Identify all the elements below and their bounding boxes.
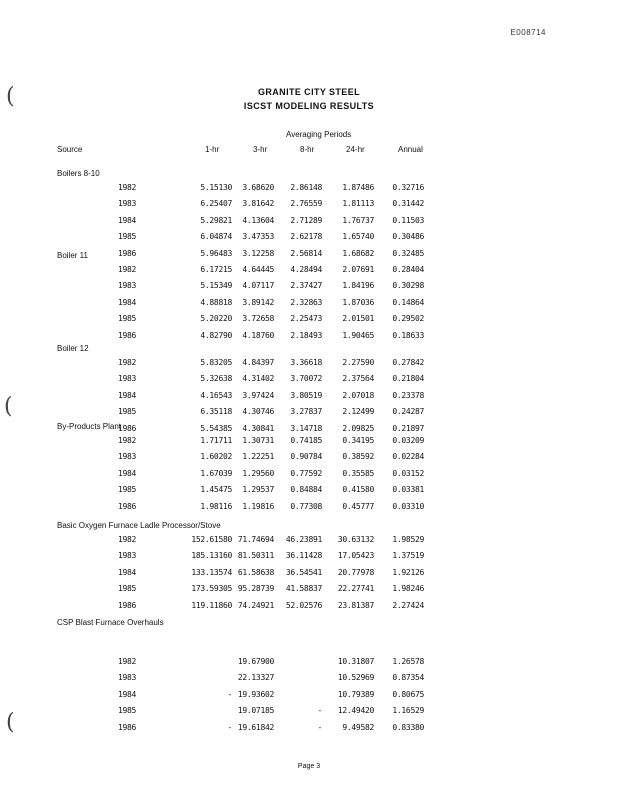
section-heading: CSP Blast Furnace Overhauls (57, 618, 164, 627)
value-cell: 0.03152 (392, 468, 424, 478)
year-cell: 1984 (118, 215, 137, 225)
value-cell: 5.29821 (200, 215, 232, 225)
value-cell: 74.24921 (237, 600, 274, 610)
year-cell: 1985 (118, 485, 137, 495)
value-cell: 0.38592 (342, 452, 374, 462)
column-header-8hr: 8-hr (300, 145, 315, 154)
value-cell: 4.84397 (242, 358, 274, 367)
year-cell: 1985 (118, 314, 137, 324)
value-cell: 0.30298 (392, 281, 424, 291)
value-cell: 3.14718 (290, 423, 322, 433)
value-cell: 0.45777 (342, 501, 374, 511)
value-cell: 1.60202 (200, 452, 232, 462)
year-cell: 1982 (118, 265, 137, 274)
value-cell: 10.79389 (337, 689, 374, 699)
value-cell: 2.27590 (342, 358, 374, 367)
value-cell: 133.13574 (191, 567, 232, 577)
value-cell: 61.58638 (237, 567, 274, 577)
value-cell: 2.32863 (290, 297, 322, 307)
value-cell: 0.24287 (392, 407, 424, 417)
value-cell: 19.93602 (237, 689, 274, 699)
value-cell: 0.90784 (290, 452, 322, 462)
value-cell: 1.84196 (342, 281, 374, 291)
value-cell: 10.52969 (337, 673, 374, 683)
value-cell: 0.14864 (392, 297, 424, 307)
value-cell: 0.02284 (392, 452, 424, 462)
year-cell: 1982 (118, 436, 137, 445)
value-cell: 1.16529 (392, 706, 424, 716)
value-cell: 5.15130 (200, 183, 232, 192)
value-cell: 81.50311 (237, 551, 274, 561)
value-cell: 1.68682 (342, 248, 374, 258)
value-cell: 0.28404 (392, 265, 424, 274)
value-cell: 1.22251 (242, 452, 274, 462)
value-cell: 36.54541 (285, 567, 322, 577)
value-cell: 185.13160 (191, 551, 232, 561)
value-cell: 5.83205 (200, 358, 232, 367)
value-cell: 0.30486 (392, 232, 424, 242)
value-cell: 1.76737 (342, 215, 374, 225)
value-cell: 2.37564 (342, 374, 374, 384)
value-cell: 0.11503 (392, 215, 424, 225)
value-cell: 36.11428 (285, 551, 322, 561)
value-cell: 1.98116 (200, 501, 232, 511)
value-cell: 0.21804 (392, 374, 424, 384)
year-cell: 1983 (118, 374, 137, 384)
value-cell: 3.12258 (242, 248, 274, 258)
report-title: GRANITE CITY STEEL (257, 87, 361, 97)
value-cell: 0.21897 (392, 423, 424, 433)
value-cell: 1.92126 (392, 567, 424, 577)
value-cell: 3.81642 (242, 199, 274, 209)
year-cell: 1983 (118, 199, 137, 209)
value-cell: 4.30841 (242, 423, 274, 433)
value-cell: 1.30731 (242, 436, 274, 445)
value-cell: 0.84884 (290, 485, 322, 495)
value-cell: 1.98529 (392, 535, 424, 544)
year-cell: 1986 (118, 501, 137, 511)
year-cell: 1985 (118, 407, 137, 417)
value-cell: 2.76559 (290, 199, 322, 209)
value-cell: 19.67900 (237, 657, 274, 666)
value-cell: 1.67039 (200, 468, 232, 478)
value-cell: 3.72658 (242, 314, 274, 324)
value-cell: 5.32638 (200, 374, 232, 384)
page-number: Page 3 (297, 763, 321, 770)
value-cell: 4.16543 (200, 390, 232, 400)
margin-bracket-mark: ( (6, 84, 15, 109)
value-cell: 30.63132 (337, 535, 374, 544)
value-cell: 3.68620 (242, 183, 274, 192)
value-cell: 2.18493 (290, 330, 322, 340)
column-header-source: Source (57, 145, 83, 154)
value-cell: 2.07018 (342, 390, 374, 400)
value-cell: 0.29502 (392, 314, 424, 324)
value-cell: 4.18760 (242, 330, 274, 340)
year-cell: 1984 (118, 297, 137, 307)
value-cell: 4.82790 (200, 330, 232, 340)
value-cell: 0.03381 (392, 485, 424, 495)
value-cell: 2.86148 (290, 183, 322, 192)
value-cell: - (317, 706, 322, 716)
value-cell: 0.03209 (392, 436, 424, 445)
value-cell: 5.54385 (200, 423, 232, 433)
value-cell: 0.83380 (392, 722, 424, 732)
value-cell: 3.89142 (242, 297, 274, 307)
value-cell: 22.27741 (337, 584, 374, 594)
value-cell: 2.37427 (290, 281, 322, 291)
value-cell: 1.87036 (342, 297, 374, 307)
year-cell: 1983 (118, 452, 137, 462)
value-cell: 2.62178 (290, 232, 322, 242)
value-cell: 0.87354 (392, 673, 424, 683)
value-cell: 173.59305 (191, 584, 232, 594)
value-cell: 22.13327 (237, 673, 274, 683)
column-header-annual: Annual (398, 145, 423, 154)
column-header-3hr: 3-hr (253, 145, 268, 154)
value-cell: 1.65740 (342, 232, 374, 242)
value-cell: 0.41580 (342, 485, 374, 495)
value-cell: 2.56814 (290, 248, 322, 258)
year-cell: 1986 (118, 423, 137, 433)
year-cell: 1985 (118, 706, 137, 716)
value-cell: 3.27837 (290, 407, 322, 417)
value-cell: 1.81113 (342, 199, 374, 209)
value-cell: - (227, 722, 232, 732)
value-cell: 6.04874 (200, 232, 232, 242)
value-cell: 3.36618 (290, 358, 322, 367)
year-cell: 1983 (118, 551, 137, 561)
value-cell: 3.97424 (242, 390, 274, 400)
value-cell: 2.07691 (342, 265, 374, 274)
year-cell: 1982 (118, 183, 137, 192)
value-cell: 1.29537 (242, 485, 274, 495)
value-cell: 0.74185 (290, 436, 322, 445)
value-cell: - (227, 689, 232, 699)
value-cell: 9.49582 (342, 722, 374, 732)
value-cell: 0.23378 (392, 390, 424, 400)
value-cell: 0.31442 (392, 199, 424, 209)
value-cell: 0.32716 (392, 183, 424, 192)
column-header-24hr: 24-hr (346, 145, 365, 154)
year-cell: 1986 (118, 600, 137, 610)
value-cell: 17.05423 (337, 551, 374, 561)
value-cell: 4.30746 (242, 407, 274, 417)
value-cell: 0.03310 (392, 501, 424, 511)
year-cell: 1984 (118, 567, 137, 577)
value-cell: 1.19816 (242, 501, 274, 511)
year-cell: 1983 (118, 281, 137, 291)
value-cell: 19.61842 (237, 722, 274, 732)
value-cell: 5.15349 (200, 281, 232, 291)
value-cell: 1.26578 (392, 657, 424, 666)
value-cell: 23.81387 (337, 600, 374, 610)
value-cell: 4.64445 (242, 265, 274, 274)
value-cell: 4.13604 (242, 215, 274, 225)
value-cell: 3.80519 (290, 390, 322, 400)
value-cell: 4.07117 (242, 281, 274, 291)
value-cell: 6.35118 (200, 407, 232, 417)
value-cell: 95.28739 (237, 584, 274, 594)
value-cell: 10.31807 (337, 657, 374, 666)
averaging-periods-label: Averaging Periods (286, 130, 352, 139)
value-cell: 119.11860 (191, 600, 232, 610)
value-cell: 3.70072 (290, 374, 322, 384)
document-id: E008714 (510, 28, 546, 37)
value-cell: 6.25407 (200, 199, 232, 209)
value-cell: 3.47353 (242, 232, 274, 242)
value-cell: 1.45475 (200, 485, 232, 495)
section-heading: Boilers 8-10 (57, 169, 100, 178)
year-cell: 1986 (118, 722, 137, 732)
value-cell: 1.37519 (392, 551, 424, 561)
year-cell: 1982 (118, 657, 137, 666)
value-cell: 152.61580 (191, 535, 232, 544)
year-cell: 1982 (118, 358, 137, 367)
value-cell: 1.87486 (342, 183, 374, 192)
value-cell: 2.01501 (342, 314, 374, 324)
year-cell: 1984 (118, 468, 137, 478)
value-cell: 1.98246 (392, 584, 424, 594)
value-cell: 6.17215 (200, 265, 232, 274)
value-cell: 0.77592 (290, 468, 322, 478)
report-subtitle: ISCST MODELING RESULTS (243, 101, 375, 111)
value-cell: 41.58837 (285, 584, 322, 594)
year-cell: 1986 (118, 330, 137, 340)
value-cell: 4.28494 (290, 265, 322, 274)
value-cell: 52.02576 (285, 600, 322, 610)
section-heading: By-Products Plant (57, 422, 122, 431)
section-heading: Basic Oxygen Furnace Ladle Processor/Stove (57, 521, 221, 530)
value-cell: 46.23891 (285, 535, 322, 544)
margin-bracket-mark: ( (4, 394, 13, 419)
value-cell: 5.96483 (200, 248, 232, 258)
value-cell: 1.71711 (200, 436, 232, 445)
year-cell: 1985 (118, 584, 137, 594)
value-cell: 0.27842 (392, 358, 424, 367)
value-cell: 2.25473 (290, 314, 322, 324)
year-cell: 1986 (118, 248, 137, 258)
value-cell: 2.27424 (392, 600, 424, 610)
value-cell: 19.07185 (237, 706, 274, 716)
year-cell: 1982 (118, 535, 137, 544)
value-cell: 1.29560 (242, 468, 274, 478)
year-cell: 1984 (118, 390, 137, 400)
value-cell: 0.34195 (342, 436, 374, 445)
value-cell: 5.20220 (200, 314, 232, 324)
column-header-1hr: 1-hr (205, 145, 220, 154)
value-cell: 0.80675 (392, 689, 424, 699)
value-cell: 0.77308 (290, 501, 322, 511)
value-cell: 1.90465 (342, 330, 374, 340)
value-cell: 2.12499 (342, 407, 374, 417)
year-cell: 1985 (118, 232, 137, 242)
value-cell: 0.35585 (342, 468, 374, 478)
value-cell: 71.74694 (237, 535, 274, 544)
value-cell: 2.09825 (342, 423, 374, 433)
value-cell: 12.49420 (337, 706, 374, 716)
year-cell: 1983 (118, 673, 137, 683)
value-cell: - (317, 722, 322, 732)
margin-bracket-mark: ( (6, 710, 15, 735)
value-cell: 0.18633 (392, 330, 424, 340)
value-cell: 20.77978 (337, 567, 374, 577)
year-cell: 1984 (118, 689, 137, 699)
value-cell: 2.71289 (290, 215, 322, 225)
value-cell: 0.32485 (392, 248, 424, 258)
section-heading: Boiler 12 (57, 344, 89, 353)
section-heading: Boiler 11 (57, 251, 88, 260)
value-cell: 4.31402 (242, 374, 274, 384)
value-cell: 4.88818 (200, 297, 232, 307)
